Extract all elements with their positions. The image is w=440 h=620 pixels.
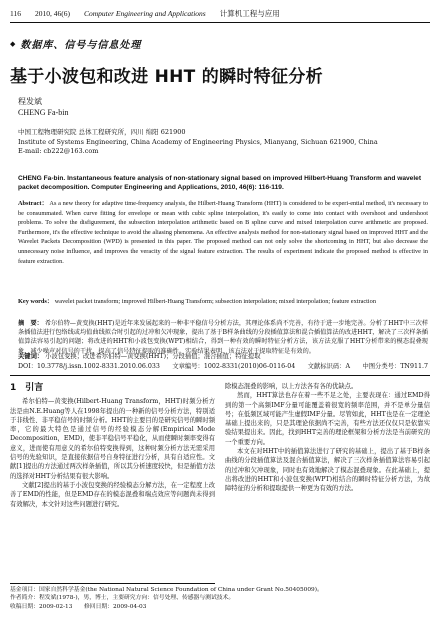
page-title: 基于小波包和改进 HHT 的瞬时特征分析	[10, 67, 323, 87]
keywords-en-label: Key words：	[18, 298, 54, 305]
article-meta	[18, 362, 428, 371]
abstract-en	[18, 199, 428, 266]
body-rule	[10, 375, 430, 376]
abstract-cn-label: 摘 要：	[18, 320, 43, 327]
keywords-en-text: wavelet packet transform; improved Hilbert-Huang Transform; subsection interpolation; mixed interpolation; feature extraction	[54, 298, 376, 305]
journal-name-cn: 计算机工程与应用	[219, 8, 280, 18]
abstract-en-label: Abstract：	[18, 200, 49, 207]
author-cn: 程发斌	[18, 97, 42, 106]
affiliation-en: Institute of Systems Engineering, China Academy of Engineering Physics, Mianyang, Sichuan 621900, China	[18, 137, 378, 146]
body-paragraph: 除模态混叠的影响，以上方法各有各的优缺点。	[225, 383, 358, 390]
keywords-cn-text: 小波包变换；改进希尔伯特—黄变换(HHT)；分段插值；混合插值；特征提取	[45, 353, 261, 360]
header-rule	[10, 22, 430, 23]
body-paragraph: 希尔伯特—黄变换(Hilbert-Huang Transform，HHT)时频分析方法是由N.E.Huang等人在1998年提出的一种新的信号分析方法，特别适于非线性、非平稳信号的时频分析。HHT的主要目的是研究信号的瞬时频率，它的最大特色是通过信号的经验模态分解(Empirical Mode Decomposition，EMD)，使非平稳信号平稳化，从而使瞬时频率变得有意义，进而使有用意义的希尔伯特变换得到，这种时频分析方法无需采用信号的先验知识，是直接依据信号自身特征进行分析，具有自适应性。文献[1]提出的方法通过两次样条插值，所以其分析速度较快，但是插值方法的选择对HHT分析结果有很大影响。	[10, 398, 215, 480]
footnote-fund: 基金项目：国家自然科学基金(the National Natural Science Foundation of China under Grant No.50405009)。	[10, 587, 323, 593]
body-paragraph: 本文在对HHT中的插值算法进行了研究的基础上，提出了基于B样条曲线的分段插值算法及混合插值算法，解决了三次样条插值算法容易引起的过冲和欠冲现象，同时也有效地解决了模态混叠现象。在此基础上，提出将改进的HHT和小波包变换(WPT)相结合的瞬时特征分析方法，为故障特征的分析和提取提供一种更为有效的方法。	[225, 448, 430, 493]
running-header	[10, 6, 430, 20]
body-paragraph: 然而，HHT算法也存在着一些不足之处，主要表现在：通过EMD得到的第一个高频IMF分量可能覆盖着很宽的频率范围，并不是单分量信号；在低频区域可能产生虚假IMF分量。尽管如此，HHT也是在一定理论基础上提出来的，只是其理论依据尚不完善，有些方法还仅仅只是依靠实验结果提出来。因此，找到HHT完善的理论框架和分析方法是当前研究的一个重要方向。	[225, 392, 430, 446]
author-en: CHENG Fa-bin	[18, 108, 69, 117]
abstract-cn-text: 希尔伯特—黄变换(HHT)是近年来发展起来的一种非平稳信号分析方法，其理论体系尚不完善，有待于进一步地完善。分析了HHT中三次样条插值法进行包络线或均值曲线拟合时引起的过冲和欠冲现象，提出了基于B样条曲线的分段插值算法和混合插值算法的改进HHT，解决了三次样条插值算法容易引起的问题；将改进的HHT和小波包变换(WPT)相结合，得到一种有效的瞬时特征分析方法，该方法克服了HHT分析带来的模态混叠现象，减少噪声对信号的干扰，提高了信号特征提取的准确性。实验结果表明，该方法对于提取特征是有效的。	[18, 320, 429, 355]
affiliation-cn: 中国工程物理研究院 总体工程研究所，四川 绵阳 621900	[18, 128, 186, 136]
footnote-author: 作者简介：程发斌(1978-)，男，博士，主要研究方向：信号处理、传感器与测试技术。	[10, 595, 235, 602]
section-label-text: 数据库、信号与信息处理	[20, 40, 142, 51]
footnotes	[10, 583, 323, 611]
doi[interactable]: DOI：10.3778/j.issn.1002-8331.2010.06.033	[18, 363, 160, 370]
citation: CHENG Fa-bin. Instantaneous feature analysis of non-stationary signal based on improved Hilbert-Huang Transform and wavelet packet decomposition. Computer Engineering and Applications, 2010, 46(6): 116-119.	[18, 175, 422, 191]
body-column-left	[10, 382, 215, 509]
article-number: 文章编号：1002-8331(2010)06-0116-04	[172, 363, 296, 370]
affiliation	[18, 128, 428, 157]
footnote-dates: 收稿日期：2009-02-13 修回日期：2009-04-03	[10, 603, 147, 610]
page-number: 116	[10, 8, 21, 18]
keywords-cn-label: 关键词：	[18, 353, 44, 360]
issue-info: 2010, 46(6)	[34, 8, 70, 18]
email[interactable]: E-mail: cb222@163.com	[18, 147, 99, 156]
abstract-cn	[18, 319, 428, 356]
document-code: 文献标识码：A	[307, 363, 351, 370]
body-column-right	[225, 382, 430, 494]
intro-heading: 1 引言	[10, 383, 44, 393]
section-label	[10, 36, 141, 51]
keywords-cn	[18, 352, 428, 361]
clc-number: 中图分类号：TN911.7	[362, 363, 428, 370]
body-paragraph: 文献[2]提出的基于小波包变换的经验模态分解方法，在一定程度上改善了EMD的性能，但是EMD存在的模态混叠和端点效应等问题尚未得到有效解决，本文针对这些问题进行研究。	[10, 481, 215, 508]
journal-name-en: Computer Engineering and Applications	[83, 8, 206, 18]
keywords-en	[18, 297, 428, 306]
triangle-icon: ◆	[10, 39, 17, 48]
abstract-en-text: As a new theory for adaptive time-frequency analysis, the Hilbert-Huang Transform (HHT) is considered to be experi-ential method, it's necessary to be consummated. When curve fitting for envelope or mean with cubic spline interpolation, it's easily to come into contact with overshoot and undershoot problems. To solve the disfigurement, the subsection interpolation arithmetic based on B spline curve and mixed interpolation curve arithmetic are proposed. Furthermore, it's the effective technique to avoid the aliasing phenomena. An effective analysis method for non-stationary signal based on improved HHT and the Wavelet Packets Decomposition (WPD) is presented in this paper. The proposed method can not only solve the shortcoming in HHT, but also decrease the unnecessary noise influence, and improves the veracity of the signal feature extraction. The results of experiment indicate the proposed method is effective in feature extraction.	[18, 200, 428, 265]
